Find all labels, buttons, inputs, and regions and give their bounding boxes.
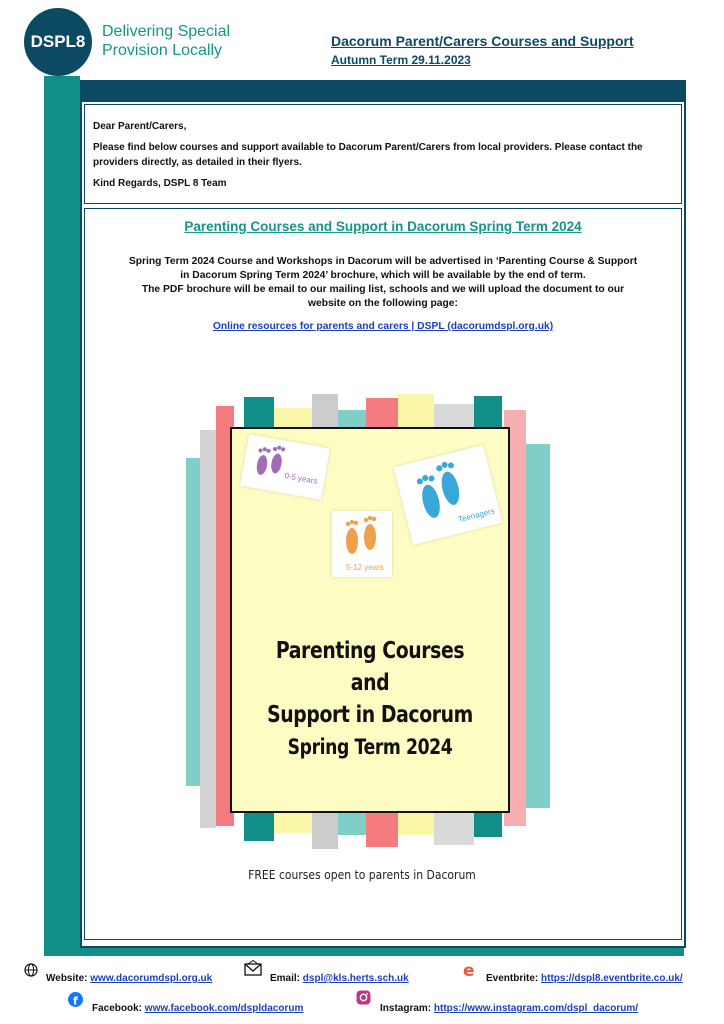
cover-strip [244,397,274,431]
email-label: Email: [270,973,301,984]
free-courses-text: FREE courses open to parents in Dacorum [248,868,476,882]
document-term: Autumn Term 29.11.2023 [331,53,471,67]
footprint-card-teen [394,445,503,545]
navy-top-bar [80,80,686,102]
cover-strip [398,813,434,835]
section-line4: website on the following page: [308,298,458,309]
tagline-line2: Provision Locally [102,42,223,59]
facebook-label: Facebook: [92,1003,143,1014]
globe-icon [24,963,38,977]
cover-strip [186,458,200,786]
letter-greeting: Dear Parent/Carers, [93,121,187,132]
eventbrite-icon [462,962,478,978]
instagram-contact [380,1003,638,1014]
logo-text: DSPL8 [30,32,86,51]
section-line1: Spring Term 2024 Course and Workshops in Dacorum will be advertised in ‘Parenting Course & Support [128,256,638,267]
email-link[interactable]: dspl@kls.herts.sch.uk [302,973,409,984]
cover-strip [474,396,502,431]
eventbrite-label: Eventbrite: [486,973,539,984]
logo-tagline [102,22,230,60]
cover-strip [244,813,274,841]
email-contact [270,973,409,984]
tagline-line1: Delivering Special [102,23,231,40]
envelope-icon [244,960,262,976]
cover-inner-page [230,427,510,813]
website-link[interactable]: www.dacorumdspl.org.uk [90,973,213,984]
section-line2: in Dacorum Spring Term 2024’ brochure, which will be available by the end of term. [180,270,586,281]
label-0-5-years: 0-5 years [283,471,319,486]
cover-strip [312,394,338,431]
section-title: Parenting Courses and Support in Dacorum Spring Term 2024 [184,219,582,234]
brochure-cover [186,394,552,848]
label-5-12-years: 5-12 years [346,563,384,572]
blue-footprints-icon [394,445,503,545]
cover-strip [474,813,502,837]
footprint-card-mid [332,511,392,577]
svg-text:e: e [463,962,475,978]
purple-footprints-icon [240,434,330,499]
cover-strip [274,813,312,833]
section-body [93,255,673,311]
instagram-icon [356,990,371,1005]
facebook-link[interactable]: www.facebook.com/dspldacorum [144,1003,304,1014]
cover-title-line2: Support in Dacorum [267,702,473,728]
cover-strip [312,813,338,849]
eventbrite-contact [486,973,683,984]
cover-strip [526,444,550,808]
dspl8-logo [24,8,92,76]
letter-signoff: Kind Regards, DSPL 8 Team [93,178,227,189]
letter-body: Please find below courses and support available to Dacorum Parent/Carers from local providers. Please contact the providers directly, as detailed in their flyers. [93,142,643,168]
eventbrite-link[interactable]: https://dspl8.eventbrite.co.uk/ [541,973,683,984]
facebook-contact [92,1003,303,1014]
website-contact [46,973,212,984]
instagram-link[interactable]: https://www.instagram.com/dspl_dacorum/ [433,1003,639,1014]
cover-title-line3: Spring Term 2024 [287,735,453,759]
website-label: Website: [46,973,88,984]
cover-strip [200,430,216,828]
cover-strip [338,813,366,835]
teal-side-bar [44,76,80,956]
cover-strip [434,813,474,845]
online-resources-link[interactable]: Online resources for parents and carers | DSPL (dacorumdspl.org.uk) [212,321,554,332]
letter-box [84,104,682,204]
instagram-label: Instagram: [380,1003,432,1014]
svg-text:f: f [73,994,78,1007]
cover-strip [366,813,398,847]
facebook-icon [68,992,83,1007]
document-title: Dacorum Parent/Carers Courses and Support [331,33,634,49]
cover-strip [398,394,434,431]
label-teenagers: Teenagers [457,506,496,525]
section-line3: The PDF brochure will be email to our mailing list, schools and we will upload the document to our [141,284,625,295]
teal-bottom-bar [44,948,684,956]
footprint-card-young [240,434,330,499]
cover-title-line1: Parenting Courses and [275,638,465,696]
cover-title [257,635,483,763]
